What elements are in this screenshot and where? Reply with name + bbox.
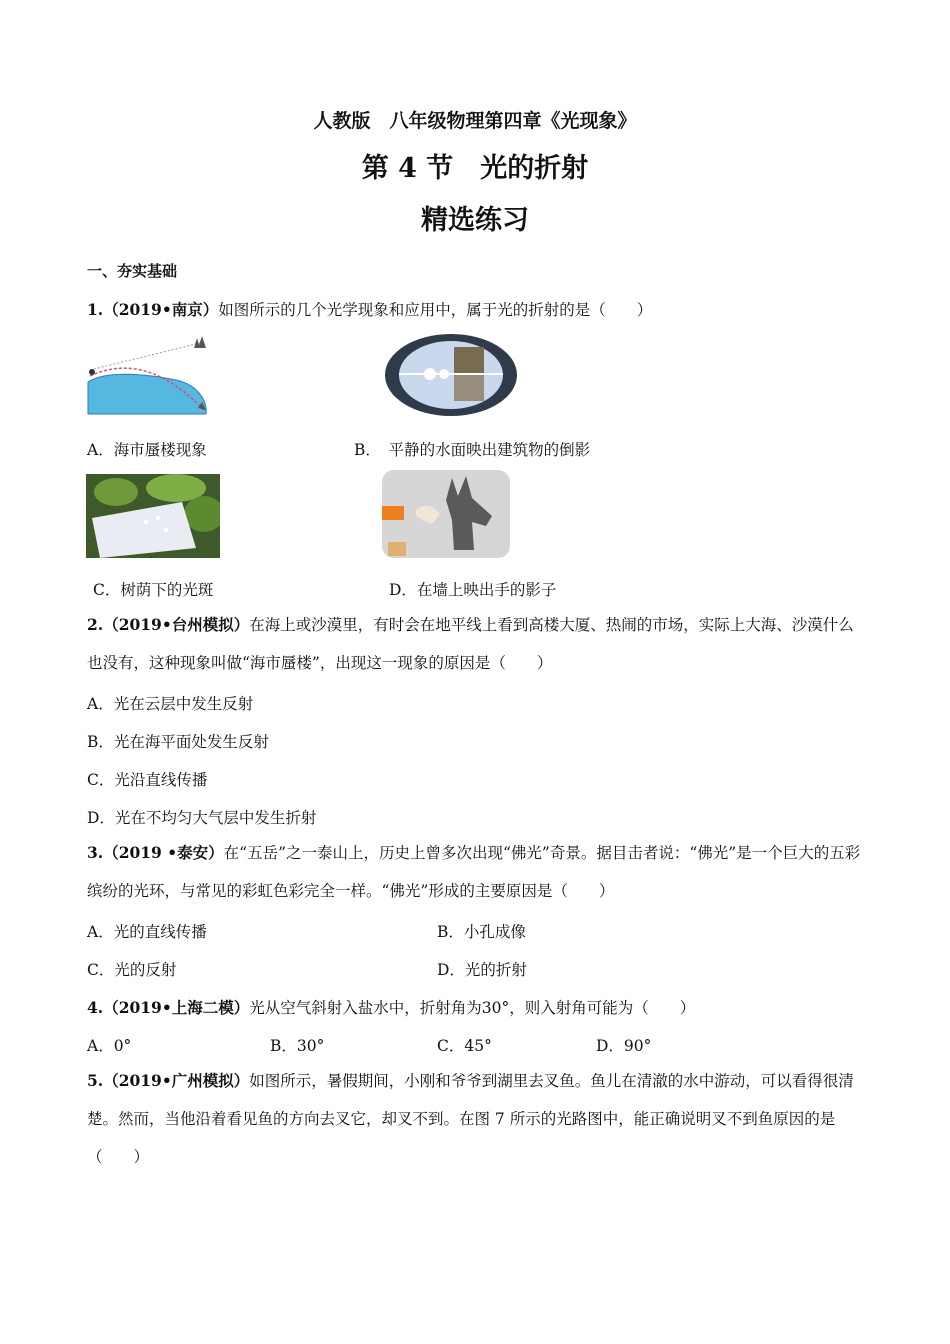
mirage-figure — [86, 330, 210, 418]
document-title: 人教版 八年级物理第四章《光现象》 — [313, 110, 637, 132]
question-number: 3. — [87, 843, 104, 862]
hand-shadow-figure — [382, 470, 510, 558]
question-number: 2. — [87, 615, 104, 634]
question-text: 如图所示，暑假期间，小刚和爷爷到湖里去叉鱼。鱼儿在清澈的水中游动，可以看得很清楚。然而，当他沿着看见鱼的方向去叉它，却叉不到。在图 7 所示的光路图中，能正确说明叉不到鱼原因的是（ ） — [87, 1072, 854, 1166]
q4-option-d: D．90° — [596, 1037, 652, 1055]
question-number: 1. — [87, 300, 104, 319]
q2-option-b: B．光在海平面处发生反射 — [87, 733, 269, 751]
section-title: 第 4 节 光的折射 — [361, 153, 589, 184]
question-2 — [87, 606, 869, 682]
question-number: 5. — [87, 1071, 104, 1090]
q1-option-d: D．在墙上映出手的影子 — [389, 581, 557, 599]
question-5 — [87, 1062, 869, 1176]
q3-option-b: B．小孔成像 — [437, 923, 526, 941]
q3-option-d: D．光的折射 — [437, 961, 527, 979]
question-1 — [87, 298, 652, 320]
question-source: （2019•南京） — [103, 300, 219, 319]
question-4 — [87, 996, 695, 1018]
q1-option-b: B． 平静的水面映出建筑物的倒影 — [354, 441, 591, 459]
light-spots-figure — [86, 474, 220, 558]
exercise-title: 精选练习 — [421, 205, 529, 236]
q3-option-c: C．光的反射 — [87, 961, 177, 979]
question-text: 在“五岳”之一泰山上，历史上曾多次出现“佛光”奇景。据目击者说：“佛光”是一个巨大的五彩缤纷的光环，与常见的彩虹色彩完全一样。“佛光”形成的主要原因是（ ） — [87, 844, 861, 900]
q2-option-d: D．光在不均匀大气层中发生折射 — [87, 809, 317, 827]
q4-option-a: A．0° — [87, 1037, 132, 1055]
q3-option-a: A．光的直线传播 — [87, 923, 207, 941]
q1-option-a: A．海市蜃楼现象 — [87, 441, 207, 459]
question-source: （2019•台州模拟） — [103, 615, 250, 634]
question-source: （2019 •泰安） — [103, 843, 224, 862]
q2-option-c: C．光沿直线传播 — [87, 771, 208, 789]
question-text: 光从空气斜射入盐水中，折射角为30°，则入射角可能为（ ） — [249, 999, 696, 1017]
q4-option-c: C．45° — [437, 1037, 492, 1055]
question-text: 在海上或沙漠里，有时会在地平线上看到高楼大厦、热闹的市场，实际上大海、沙漠什么也没有，这种现象叫做“海市蜃楼”，出现这一现象的原因是（ ） — [87, 616, 854, 672]
question-number: 4. — [87, 998, 104, 1017]
question-source: （2019•上海二模） — [103, 998, 250, 1017]
question-source: （2019•广州模拟） — [103, 1071, 250, 1090]
q1-option-c: C．树荫下的光斑 — [93, 581, 214, 599]
question-3 — [87, 834, 869, 910]
q4-option-b: B．30° — [270, 1037, 325, 1055]
section-heading: 一、夯实基础 — [87, 262, 178, 280]
reflection-figure — [384, 333, 518, 417]
question-text: 如图所示的几个光学现象和应用中，属于光的折射的是（ ） — [218, 301, 653, 319]
q2-option-a: A．光在云层中发生反射 — [87, 695, 254, 713]
